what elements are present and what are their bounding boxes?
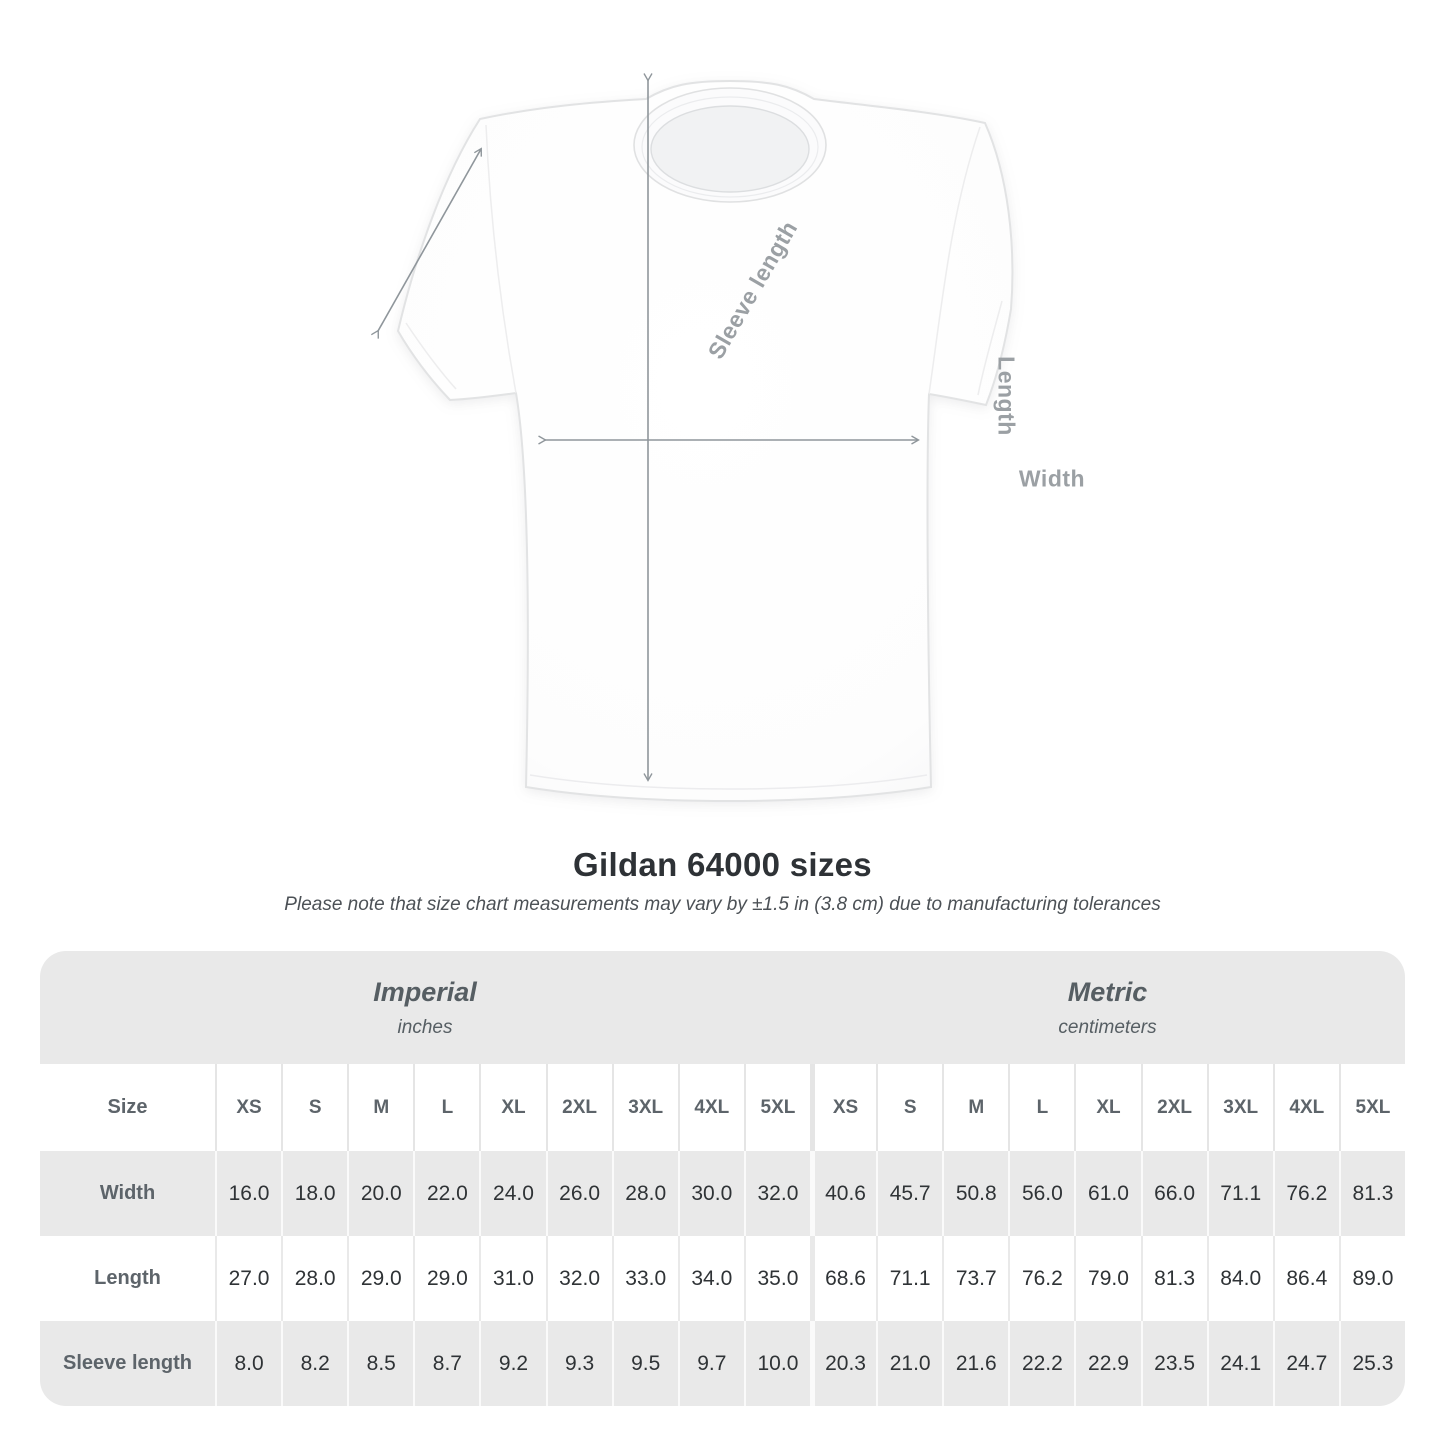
unit-header-row xyxy=(40,951,1405,1064)
table-cell: 9.3 xyxy=(546,1321,612,1406)
table-cell: 71.1 xyxy=(876,1236,942,1321)
table-cell: 20.0 xyxy=(347,1151,413,1236)
table-cell: 21.0 xyxy=(876,1321,942,1406)
size-column-header: 4XL xyxy=(1273,1064,1339,1151)
size-column-header: XL xyxy=(479,1064,545,1151)
table-cell: 40.6 xyxy=(810,1151,876,1236)
size-column-header: 3XL xyxy=(1207,1064,1273,1151)
size-column-header: L xyxy=(413,1064,479,1151)
row-label: Width xyxy=(99,1182,156,1204)
table-cell: 79.0 xyxy=(1074,1236,1140,1321)
table-cell: 61.0 xyxy=(1074,1151,1140,1236)
table-cell: 24.0 xyxy=(479,1151,545,1236)
metric-header-label: Metric xyxy=(1067,976,1148,1007)
table-cell: 81.3 xyxy=(1141,1236,1207,1321)
table-cell: 27.0 xyxy=(215,1236,281,1321)
table-row-sleeve-length xyxy=(40,1321,1405,1406)
table-cell: 8.5 xyxy=(347,1321,413,1406)
table-cell: 34.0 xyxy=(678,1236,744,1321)
tshirt-body xyxy=(398,81,1012,801)
table-cell: 28.0 xyxy=(612,1151,678,1236)
table-cell: 25.3 xyxy=(1339,1321,1405,1406)
imperial-header xyxy=(40,951,810,1064)
page-title: Gildan 64000 sizes xyxy=(573,846,872,883)
size-column-header: L xyxy=(1008,1064,1074,1151)
size-column-header: XS xyxy=(810,1064,876,1151)
table-cell: 21.6 xyxy=(942,1321,1008,1406)
table-cell: 29.0 xyxy=(347,1236,413,1321)
size-column-header: M xyxy=(347,1064,413,1151)
table-cell: 9.7 xyxy=(678,1321,744,1406)
table-cell: 84.0 xyxy=(1207,1236,1273,1321)
table-cell: 35.0 xyxy=(744,1236,810,1321)
size-column-header: XS xyxy=(215,1064,281,1151)
table-cell: 24.7 xyxy=(1273,1321,1339,1406)
metric-header-unit: centimeters xyxy=(1058,1016,1157,1038)
length-label: Length xyxy=(993,356,1020,436)
table-cell: 22.2 xyxy=(1008,1321,1074,1406)
table-row-width xyxy=(40,1151,1405,1236)
sleeve-length-label: Sleeve length xyxy=(702,216,803,364)
imperial-header-unit: inches xyxy=(397,1016,453,1038)
table-cell: 45.7 xyxy=(876,1151,942,1236)
tshirt-graphic xyxy=(340,55,1100,825)
size-header-row xyxy=(40,1064,1405,1151)
table-cell: 31.0 xyxy=(479,1236,545,1321)
row-label: Sleeve length xyxy=(63,1352,192,1374)
size-column-header: 5XL xyxy=(744,1064,810,1151)
size-column-header: S xyxy=(281,1064,347,1151)
table-cell: 29.0 xyxy=(413,1236,479,1321)
table-cell: 10.0 xyxy=(744,1321,810,1406)
table-cell: 8.7 xyxy=(413,1321,479,1406)
size-column-header: 4XL xyxy=(678,1064,744,1151)
table-cell: 33.0 xyxy=(612,1236,678,1321)
table-cell: 26.0 xyxy=(546,1151,612,1236)
table-cell: 23.5 xyxy=(1141,1321,1207,1406)
table-cell: 28.0 xyxy=(281,1236,347,1321)
table-cell: 66.0 xyxy=(1141,1151,1207,1236)
collar-inner xyxy=(651,106,809,192)
table-cell: 32.0 xyxy=(744,1151,810,1236)
size-column-header: 2XL xyxy=(1141,1064,1207,1151)
table-cell: 81.3 xyxy=(1339,1151,1405,1236)
table-cell: 24.1 xyxy=(1207,1321,1273,1406)
table-cell: 86.4 xyxy=(1273,1236,1339,1321)
table-cell: 22.9 xyxy=(1074,1321,1140,1406)
table-cell: 76.2 xyxy=(1008,1236,1074,1321)
size-column-header: 3XL xyxy=(612,1064,678,1151)
table-cell: 18.0 xyxy=(281,1151,347,1236)
table-cell: 8.0 xyxy=(215,1321,281,1406)
table-row-length xyxy=(40,1236,1405,1321)
table-cell: 32.0 xyxy=(546,1236,612,1321)
metric-header xyxy=(810,951,1405,1064)
table-cell: 9.2 xyxy=(479,1321,545,1406)
table-cell: 76.2 xyxy=(1273,1151,1339,1236)
table-cell: 20.3 xyxy=(810,1321,876,1406)
table-cell: 30.0 xyxy=(678,1151,744,1236)
size-row-label: Size xyxy=(107,1096,148,1118)
size-column-header: 2XL xyxy=(546,1064,612,1151)
row-label: Length xyxy=(94,1267,161,1289)
shirt-diagram xyxy=(340,55,1100,825)
size-column-header: M xyxy=(942,1064,1008,1151)
table-cell: 71.1 xyxy=(1207,1151,1273,1236)
table-cell: 50.8 xyxy=(942,1151,1008,1236)
table-cell: 22.0 xyxy=(413,1151,479,1236)
table-cell: 56.0 xyxy=(1008,1151,1074,1236)
table-cell: 16.0 xyxy=(215,1151,281,1236)
size-chart-table xyxy=(40,951,1405,1406)
page-subtitle: Please note that size chart measurements may vary by ±1.5 in (3.8 cm) due to manufacturing tolerances xyxy=(284,894,1161,915)
table-cell: 8.2 xyxy=(281,1321,347,1406)
size-column-header: S xyxy=(876,1064,942,1151)
table-cell: 89.0 xyxy=(1339,1236,1405,1321)
width-label: Width xyxy=(1018,465,1086,492)
table-cell: 9.5 xyxy=(612,1321,678,1406)
table-cell: 73.7 xyxy=(942,1236,1008,1321)
size-column-header: XL xyxy=(1074,1064,1140,1151)
size-column-header: 5XL xyxy=(1339,1064,1405,1151)
imperial-header-label: Imperial xyxy=(373,976,477,1007)
table-cell: 68.6 xyxy=(810,1236,876,1321)
